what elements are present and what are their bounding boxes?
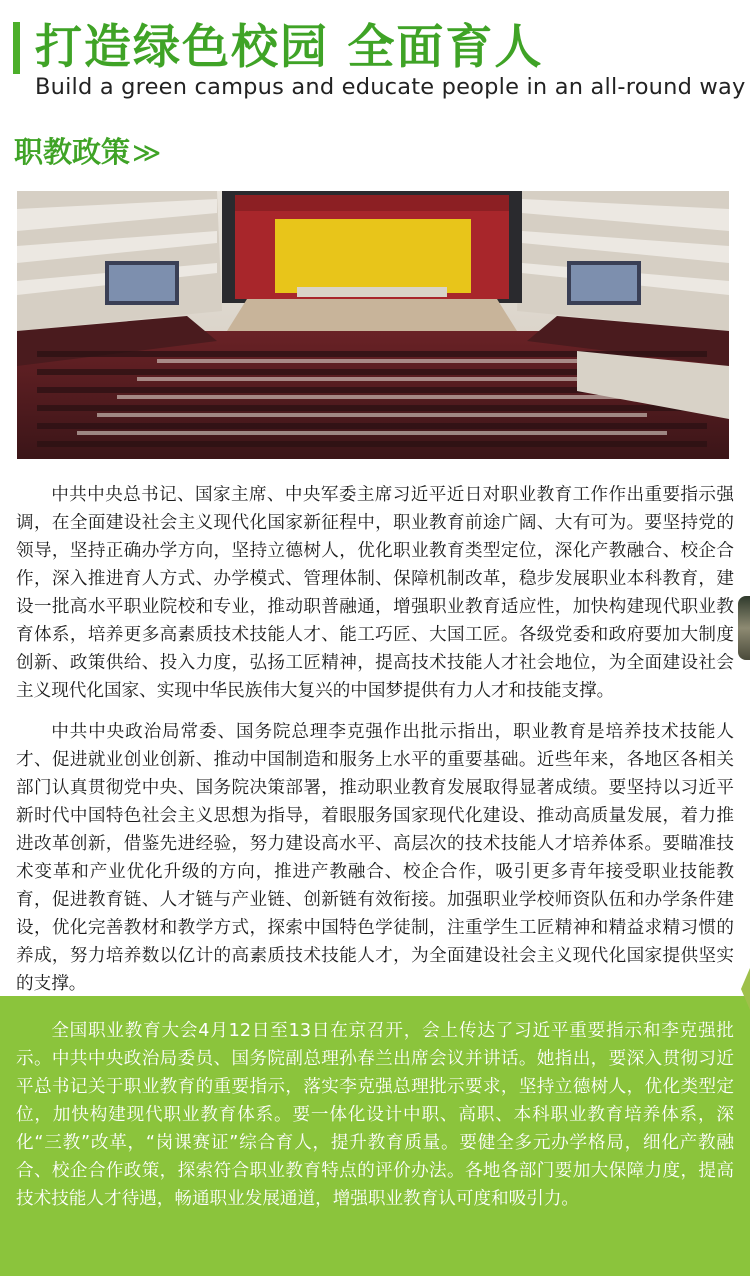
- page-header: [13, 14, 746, 104]
- article-paragraph: 中共中央总书记、国家主席、中央军委主席习近平近日对职业教育工作作出重要指示强调，在全面建设社会主义现代化国家新征程中，职业教育前途广阔、大有可为。要坚持党的领导，坚持正确办学方向，坚持立德树人，优化职业教育类型定位，深化产教融合、校企合作，深入推进育人方式、办学模式、管理体制、保障机制改革，稳步发展职业本科教育，建设一批高水平职业院校和专业，推动职普融通，增强职业教育适应性，加快构建现代职业教育体系，培养更多高素质技术技能人才、能工巧匠、大国工匠。各级党委和政府要加大制度创新、政策供给、投入力度，弘扬工匠精神，提高技术技能人才社会地位，为全面建设社会主义现代化国家、实现中华民族伟大复兴的中国梦提供有力人才和技能支撑。: [16, 485, 734, 701]
- highlight-text: [16, 1017, 734, 1213]
- highlight-paragraph: 全国职业教育大会4月12日至13日在京召开，会上传达了习近平重要指示和李克强批示。中共中央政治局委员、国务院副总理孙春兰出席会议并讲话。她指出，要深入贯彻习近平总书记关于职业教育的重要指示，落实李克强总理批示要求，坚持立德树人，优化类型定位，加快构建现代职业教育体系。要一体化设计中职、高职、本科职业教育培养体系，深化“三教”改革，“岗课赛证”综合育人，提升教育质量。要健全多元办学格局，细化产教融合、校企合作政策，探索符合职业教育特点的评价办法。各地各部门要加大保障力度，提高技术技能人才待遇，畅通职业发展通道，增强职业教育认可度和吸引力。: [16, 1021, 734, 1209]
- conference-photo: [17, 191, 729, 459]
- article-body: [16, 481, 734, 998]
- page-title: 打造绿色校园 全面育人: [35, 20, 544, 75]
- page-subtitle: Build a green campus and educate people in an all-round way: [35, 74, 746, 100]
- section-heading: [14, 132, 161, 173]
- section-title: 职教政策: [14, 135, 131, 169]
- title-accent-bar: [13, 22, 20, 74]
- edge-decoration: [738, 596, 750, 660]
- double-chevron-right-icon: ≫: [132, 136, 162, 169]
- article-paragraph: 中共中央政治局常委、国务院总理李克强作出批示指出，职业教育是培养技术技能人才、促进就业创业创新、推动中国制造和服务上水平的重要基础。近些年来，各地区各相关部门认真贯彻党中央、国务院决策部署，推动职业教育发展取得显著成绩。要坚持以习近平新时代中国特色社会主义思想为指导，着眼服务国家现代化建设、推动高质量发展，着力推进改革创新，借鉴先进经验，努力建设高水平、高层次的技术技能人才培养体系。要瞄准技术变革和产业优化升级的方向，推进产教融合、校企合作，吸引更多青年接受职业技能教育，促进教育链、人才链与产业链、创新链有效衔接。加强职业学校师资队伍和办学条件建设，优化完善教材和教学方式，探索中国特色学徒制，注重学生工匠精神和精益求精习惯的养成，努力培养数以亿计的高素质技术技能人才，为全面建设社会主义现代化国家提供坚实的支撑。: [16, 722, 734, 994]
